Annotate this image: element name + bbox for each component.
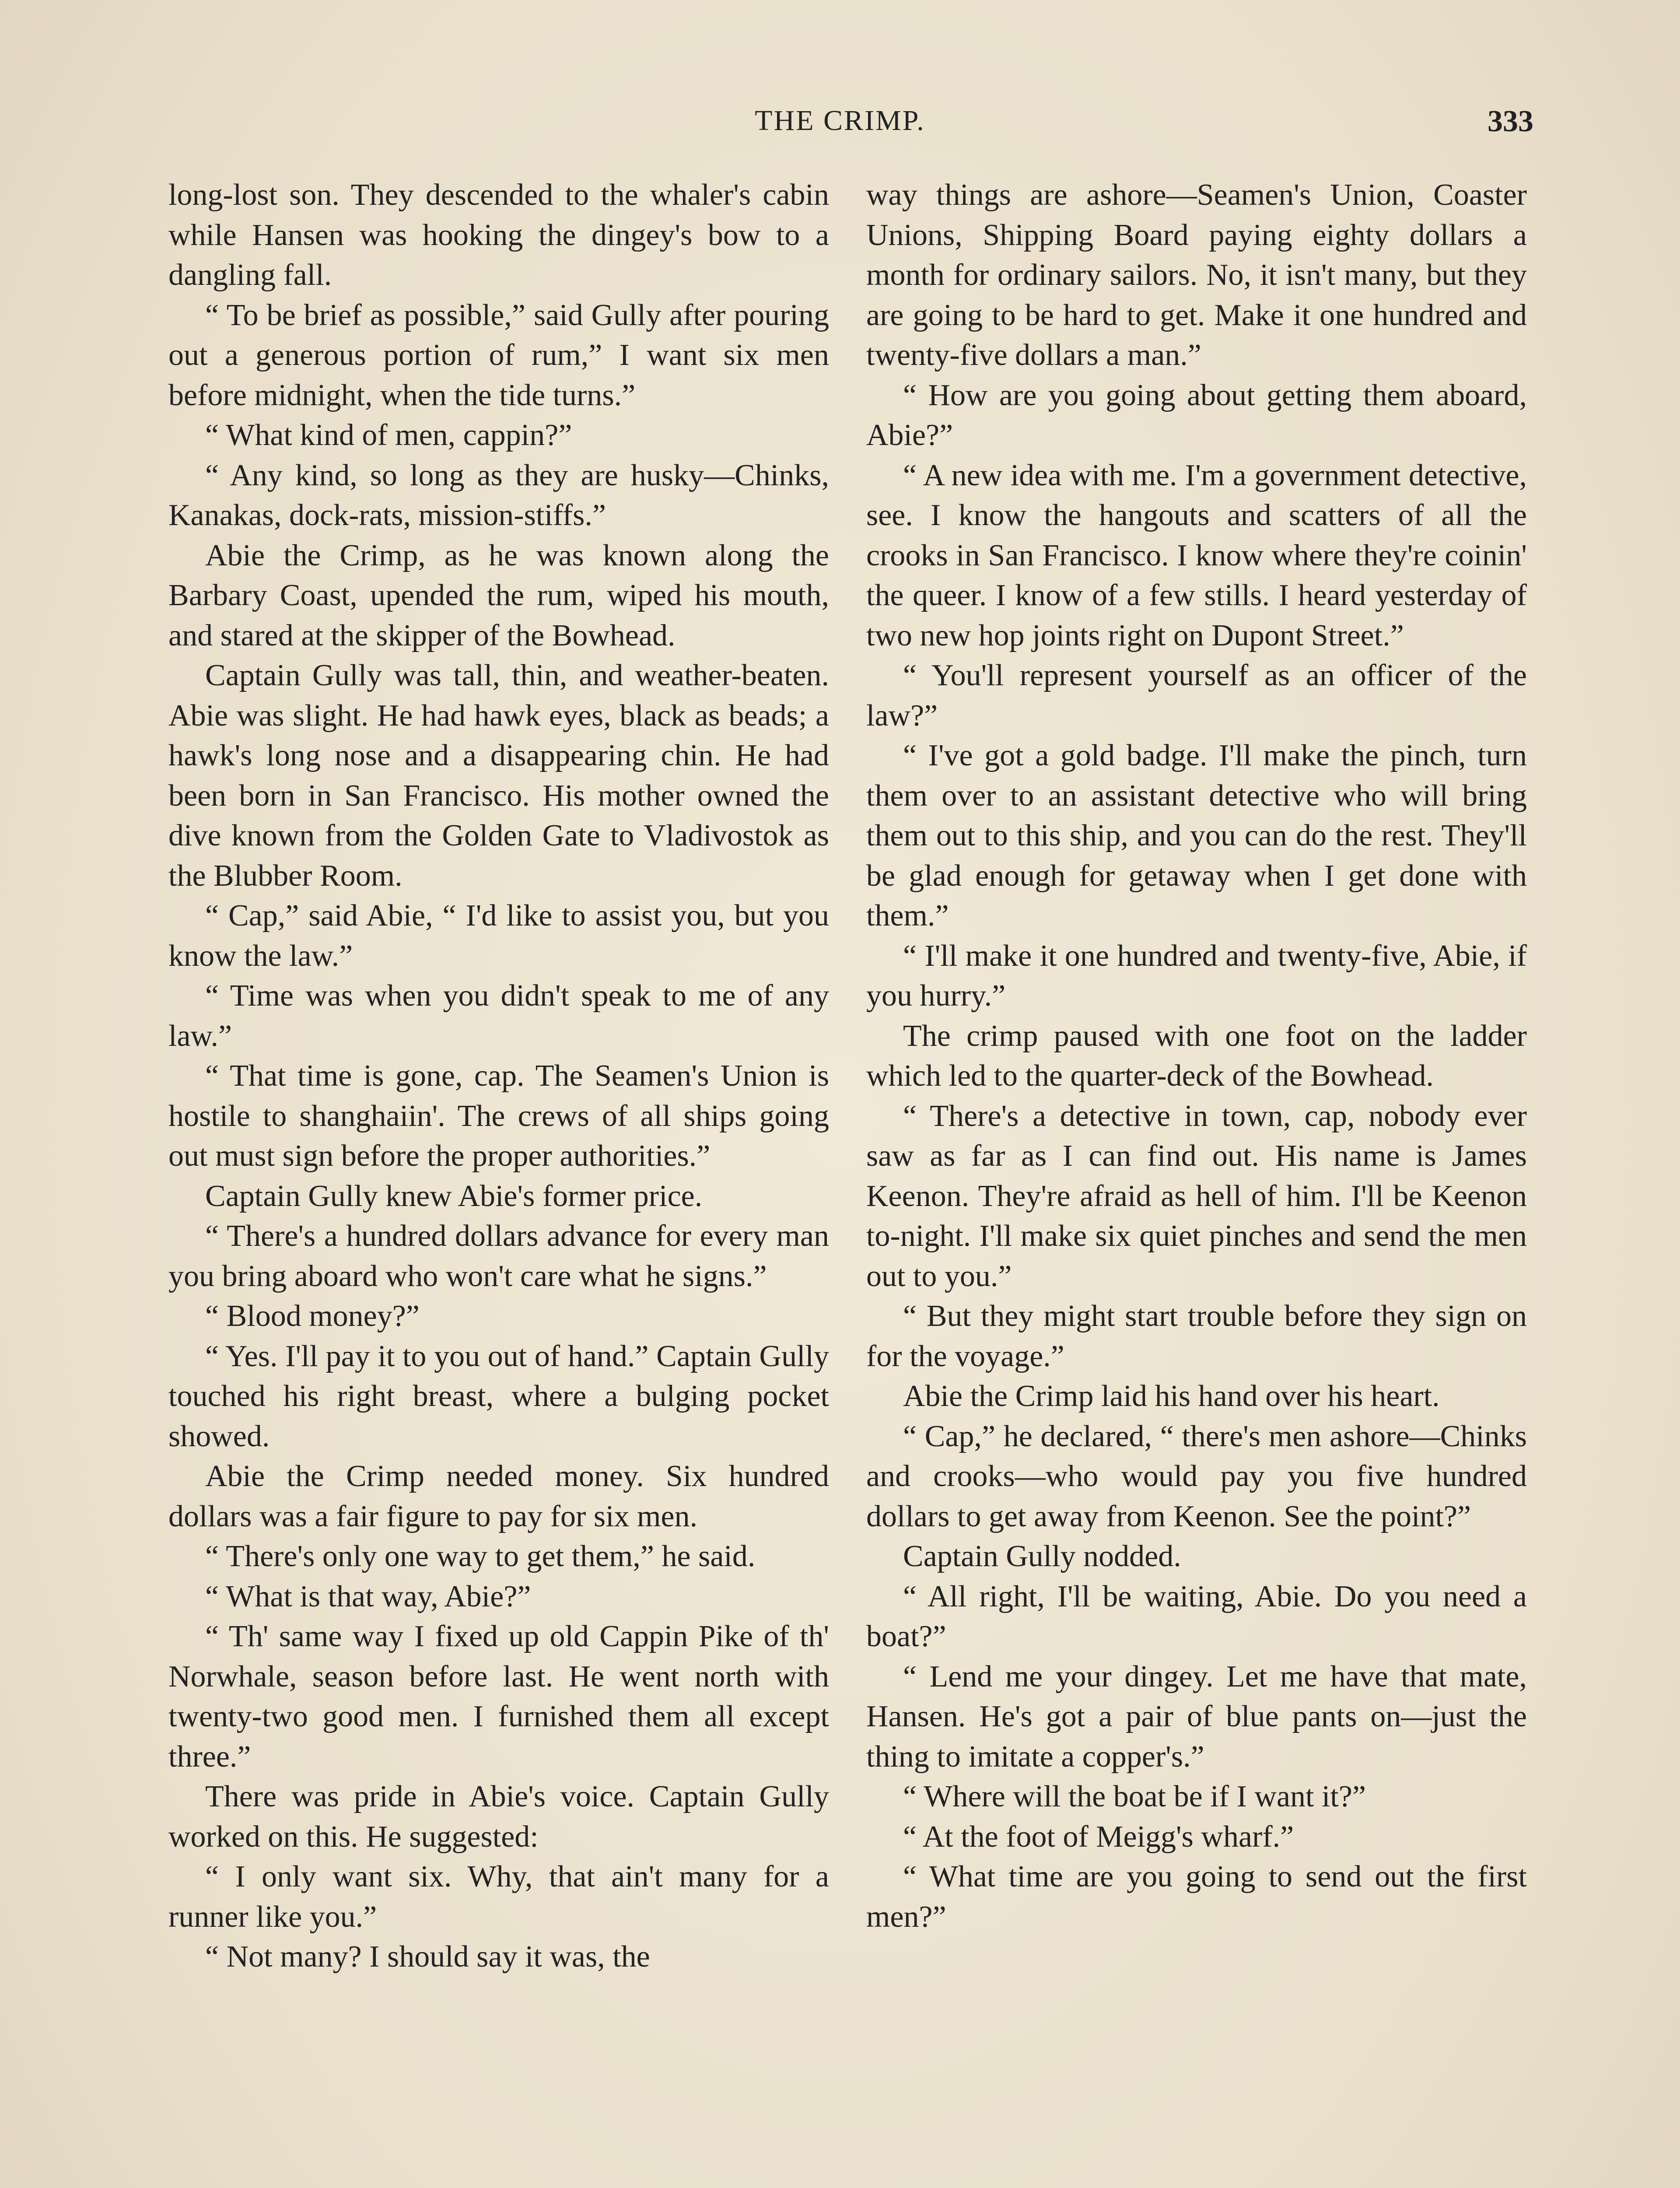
paragraph: “ What time are you going to send out the first men?” (866, 1860, 1527, 1934)
paragraph: long-lost son. They descended to the whaler's cabin while Hansen was hooking the dingey's bow to a dangling fall. (168, 178, 829, 292)
page-header (0, 104, 1680, 152)
paragraph: “ Yes. I'll pay it to you out of hand.” Captain Gully touched his right breast, where a bulging pocket showed. (168, 1339, 829, 1453)
paragraph: Abie the Crimp needed money. Six hundred dollars was a fair figure to pay for six men. (168, 1459, 829, 1533)
paragraph: “ There's a detective in town, cap, nobody ever saw as far as I can find out. His name is James Keenon. They're afraid as hell of him. I'll be Keenon to-night. I'll make six quiet pinches and send the men out to you.” (866, 1099, 1527, 1293)
paragraph: Captain Gully knew Abie's former price. (205, 1179, 703, 1213)
paragraph: The crimp paused with one foot on the ladder which led to the quarter-deck of the Bowhead. (866, 1019, 1527, 1093)
paragraph: “ All right, I'll be waiting, Abie. Do you need a boat?” (866, 1579, 1527, 1653)
paragraph: “ Th' same way I fixed up old Cappin Pike of th' Norwhale, season before last. He went north with twenty-two good men. I furnished them all except three.” (168, 1620, 829, 1774)
paragraph: “ There's only one way to get them,” he said. (205, 1539, 756, 1573)
paragraph: “ I'll make it one hundred and twenty-five, Abie, if you hurry.” (866, 939, 1527, 1013)
paragraph: “ There's a hundred dollars advance for every man you bring aboard who won't care what he signs.” (168, 1219, 829, 1293)
paragraph: “ But they might start trouble before they sign on for the voyage.” (866, 1299, 1527, 1373)
paragraph: “ Cap,” he declared, “ there's men ashore—Chinks and crooks—who would pay you five hundred dollars to get away from Keenon. See the point?” (866, 1419, 1527, 1533)
paragraph: “ Not many? I should say it was, the (205, 1940, 650, 1974)
paragraph: “ Blood money?” (205, 1299, 420, 1333)
paragraph: There was pride in Abie's voice. Captain Gully worked on this. He suggested: (168, 1780, 829, 1854)
paragraph: Captain Gully nodded. (903, 1539, 1181, 1573)
paragraph: “ I only want six. Why, that ain't many for a runner like you.” (168, 1860, 829, 1934)
paragraph: “ Lend me your dingey. Let me have that mate, Hansen. He's got a pair of blue pants on—just the thing to imitate a copper's.” (866, 1659, 1527, 1774)
paragraph: “ You'll represent yourself as an officer of the law?” (866, 659, 1527, 733)
running-title: THE CRIMP. (755, 105, 925, 137)
paragraph: “ Time was when you didn't speak to me of any law.” (168, 979, 829, 1053)
paragraph: “ A new idea with me. I'm a government detective, see. I know the hangouts and scatters of all the crooks in San Francisco. I know where they're coinin' the queer. I know of a few stills. I heard yesterday of two new hop joints right on Dupont Street.” (866, 458, 1527, 652)
paragraph: “ What kind of men, cappin?” (205, 418, 572, 452)
paragraph: “ I've got a gold badge. I'll make the pinch, turn them over to an assistant detective who will bring them out to this ship, and you can do the rest. They'll be glad enough for getaway when I get done with them.” (866, 739, 1527, 933)
paragraph: “ At the foot of Meigg's wharf.” (903, 1820, 1294, 1854)
paragraph: Abie the Crimp laid his hand over his heart. (903, 1379, 1440, 1413)
paragraph: “ That time is gone, cap. The Seamen's Union is hostile to shanghaiin'. The crews of all ships going out must sign before the proper authorities.” (168, 1059, 829, 1173)
paragraph: “ Where will the boat be if I want it?” (903, 1780, 1366, 1813)
paragraph: way things are ashore—Seamen's Union, Coaster Unions, Shipping Board paying eighty dollars a month for ordinary sailors. No, it isn't many, but they are going to be hard to get. Make it one hundred and twenty-five dollars a man.” (866, 178, 1527, 372)
paragraph: “ To be brief as possible,” said Gully after pouring out a generous portion of rum,” I want six men before midnight, when the tide turns.” (168, 298, 829, 412)
paragraph: “ How are you going about getting them aboard, Abie?” (866, 378, 1527, 452)
paragraph: Captain Gully was tall, thin, and weather-beaten. Abie was slight. He had hawk eyes, black as beads; a hawk's long nose and a disappearing chin. He had been born in San Francisco. His mother owned the dive known from the Golden Gate to Vladivostok as the Blubber Room. (168, 659, 829, 893)
left-column (168, 175, 829, 1977)
right-column (866, 175, 1527, 1937)
paragraph: “ Any kind, so long as they are husky—Chinks, Kanakas, dock-rats, mission-stiffs.” (168, 458, 829, 532)
paragraph: Abie the Crimp, as he was known along the Barbary Coast, upended the rum, wiped his mouth, and stared at the skipper of the Bowhead. (168, 538, 829, 652)
page-number: 333 (1488, 105, 1533, 138)
paragraph: “ Cap,” said Abie, “ I'd like to assist you, but you know the law.” (168, 899, 829, 973)
paragraph: “ What is that way, Abie?” (205, 1579, 531, 1613)
